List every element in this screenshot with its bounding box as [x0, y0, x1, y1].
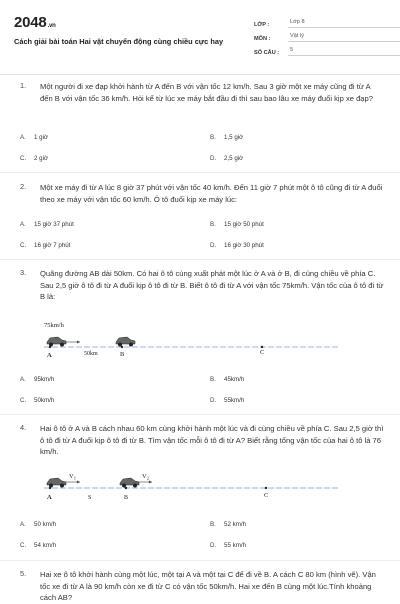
car-icon — [116, 337, 135, 347]
question-divider — [0, 414, 400, 415]
worksheet-header — [14, 14, 388, 64]
question-3 — [20, 268, 384, 303]
meta-label: SỐ CÂU : — [254, 50, 280, 56]
question-divider — [0, 172, 400, 173]
question-number: 4. — [20, 423, 27, 432]
question-number: 3. — [20, 268, 27, 277]
point-b — [121, 346, 123, 348]
point-c — [261, 346, 263, 348]
question-number: 5. — [20, 569, 27, 578]
question-4-figure — [44, 470, 384, 506]
meta-value: Lớp 8 — [288, 19, 400, 28]
meta-label: LỚP : — [254, 22, 270, 28]
option-c[interactable]: C. 16 giờ 7 phút — [20, 242, 71, 249]
option-c[interactable]: C. 50km/h — [20, 397, 55, 404]
question-2 — [20, 182, 384, 205]
car-icon — [47, 478, 66, 488]
question-text: Quãng đường AB dài 50km. Có hai ô tô cùng xuất phát một lúc ở A và ở B, đi cùng chiều về phía C. Sau 2,5 giờ ô tô đi từ A đuổi kịp ô tô đi từ B. Biết ô tô đi từ A với vận tốc 75km/h. Vận tốc của ô tô đi từ B là: — [40, 269, 384, 302]
v1-label: $V_1$ — [69, 473, 76, 481]
point-b — [125, 487, 127, 489]
label-c: C — [260, 349, 265, 356]
meta-box — [254, 14, 400, 56]
arrow-head-icon — [77, 481, 80, 484]
label-a: A — [47, 494, 52, 501]
question-divider — [0, 259, 400, 260]
option-a[interactable]: A. 50 km/h — [20, 521, 57, 528]
arrow-head-icon — [77, 341, 80, 344]
option-d[interactable]: D. 55 km/h — [210, 542, 247, 549]
question-text: Hai xe ô tô khởi hành cùng một lúc, một tại A và một tại C để đi về B. A cách C 80 km (hình vẽ). Vận tốc xe đi từ A là 90 km/h còn xe đi từ C có vận tốc 50km/h. Hai xe đến B cùng một lúc.Tính khoảng cách AB? — [40, 570, 376, 603]
point-a — [49, 487, 51, 489]
logo-suffix: .vn — [47, 23, 56, 29]
question-1 — [20, 81, 384, 104]
point-c — [265, 487, 267, 489]
arrow-head-icon — [149, 481, 152, 484]
question-3-figure — [44, 318, 384, 362]
distance-label: 50km — [84, 351, 98, 357]
option-a[interactable]: A. 15 giờ 37 phút — [20, 221, 74, 228]
option-d[interactable]: D. 2,5 giờ — [210, 155, 244, 162]
question-number: 1. — [20, 81, 27, 90]
meta-label: MÔN : — [254, 36, 271, 42]
speed-label: 75km/h — [44, 322, 64, 329]
label-a: A — [47, 352, 52, 359]
motion-diagram — [44, 318, 384, 362]
question-divider — [0, 560, 400, 561]
point-a — [49, 346, 51, 348]
question-4 — [20, 423, 384, 458]
header-divider — [0, 74, 400, 75]
question-number: 2. — [20, 182, 27, 191]
option-b[interactable]: B. 15 giờ 50 phút — [210, 221, 264, 228]
car-icon — [47, 337, 66, 347]
option-a[interactable]: A. 1 giờ — [20, 134, 49, 141]
option-a[interactable]: A. 95km/h — [20, 376, 55, 383]
car-icon — [120, 478, 139, 488]
question-text: Một xe máy đi từ A lúc 8 giờ 37 phút với vận tốc 40 km/h. Đến 11 giờ 7 phút một ô tô cũng đi từ A đuổi theo xe máy với vận tốc 60 km/h. Ô tô đuổi kịp xe máy lúc: — [40, 183, 383, 204]
question-5 — [20, 569, 384, 604]
label-c: C — [264, 492, 269, 499]
option-c[interactable]: C. 2 giờ — [20, 155, 49, 162]
v2-label: $V_2$ — [142, 473, 149, 481]
site-logo[interactable] — [14, 14, 56, 31]
label-b: B — [120, 351, 125, 358]
question-text: Một người đi xe đạp khởi hành từ A đến B với vận tốc 12 km/h. Sau 3 giờ một xe máy cũng đi từ A đến B với vận tốc 36 km/h. Hỏi kể từ lúc xe máy bắt đầu đi thì sau bao lâu xe máy đuổi kịp xe đạp? — [40, 82, 373, 103]
meta-row-subject — [254, 28, 400, 42]
meta-value: Vật lý — [288, 33, 400, 42]
question-text: Hai ô tô ở A và B cách nhau 60 km cùng khởi hành một lúc và đi cùng chiều về phía C. Sau 2,5 giờ thì ô tô đi từ A đuổi kịp ô tô đi từ B. Tìm vận tốc mỗi ô tô đi từ A? Biết rằng tổng vận tốc của hai ô tô là 76 km/h. — [40, 424, 384, 457]
logo-main: 2048 — [14, 14, 47, 31]
option-b[interactable]: B. 1,5 giờ — [210, 134, 244, 141]
option-b[interactable]: B. 52 km/h — [210, 521, 247, 528]
meta-row-count — [254, 42, 400, 56]
option-d[interactable]: D. 55km/h — [210, 397, 245, 404]
option-d[interactable]: D. 16 giờ 30 phút — [210, 242, 264, 249]
label-s: S — [88, 495, 92, 501]
option-b[interactable]: B. 45km/h — [210, 376, 245, 383]
option-c[interactable]: C. 54 km/h — [20, 542, 57, 549]
document-title: Cách giải bài toán Hai vật chuyển động cùng chiều cực hay — [14, 37, 224, 46]
motion-diagram — [44, 470, 384, 506]
meta-row-class — [254, 14, 400, 28]
label-b: B — [124, 495, 129, 501]
meta-value: 5 — [288, 47, 400, 56]
